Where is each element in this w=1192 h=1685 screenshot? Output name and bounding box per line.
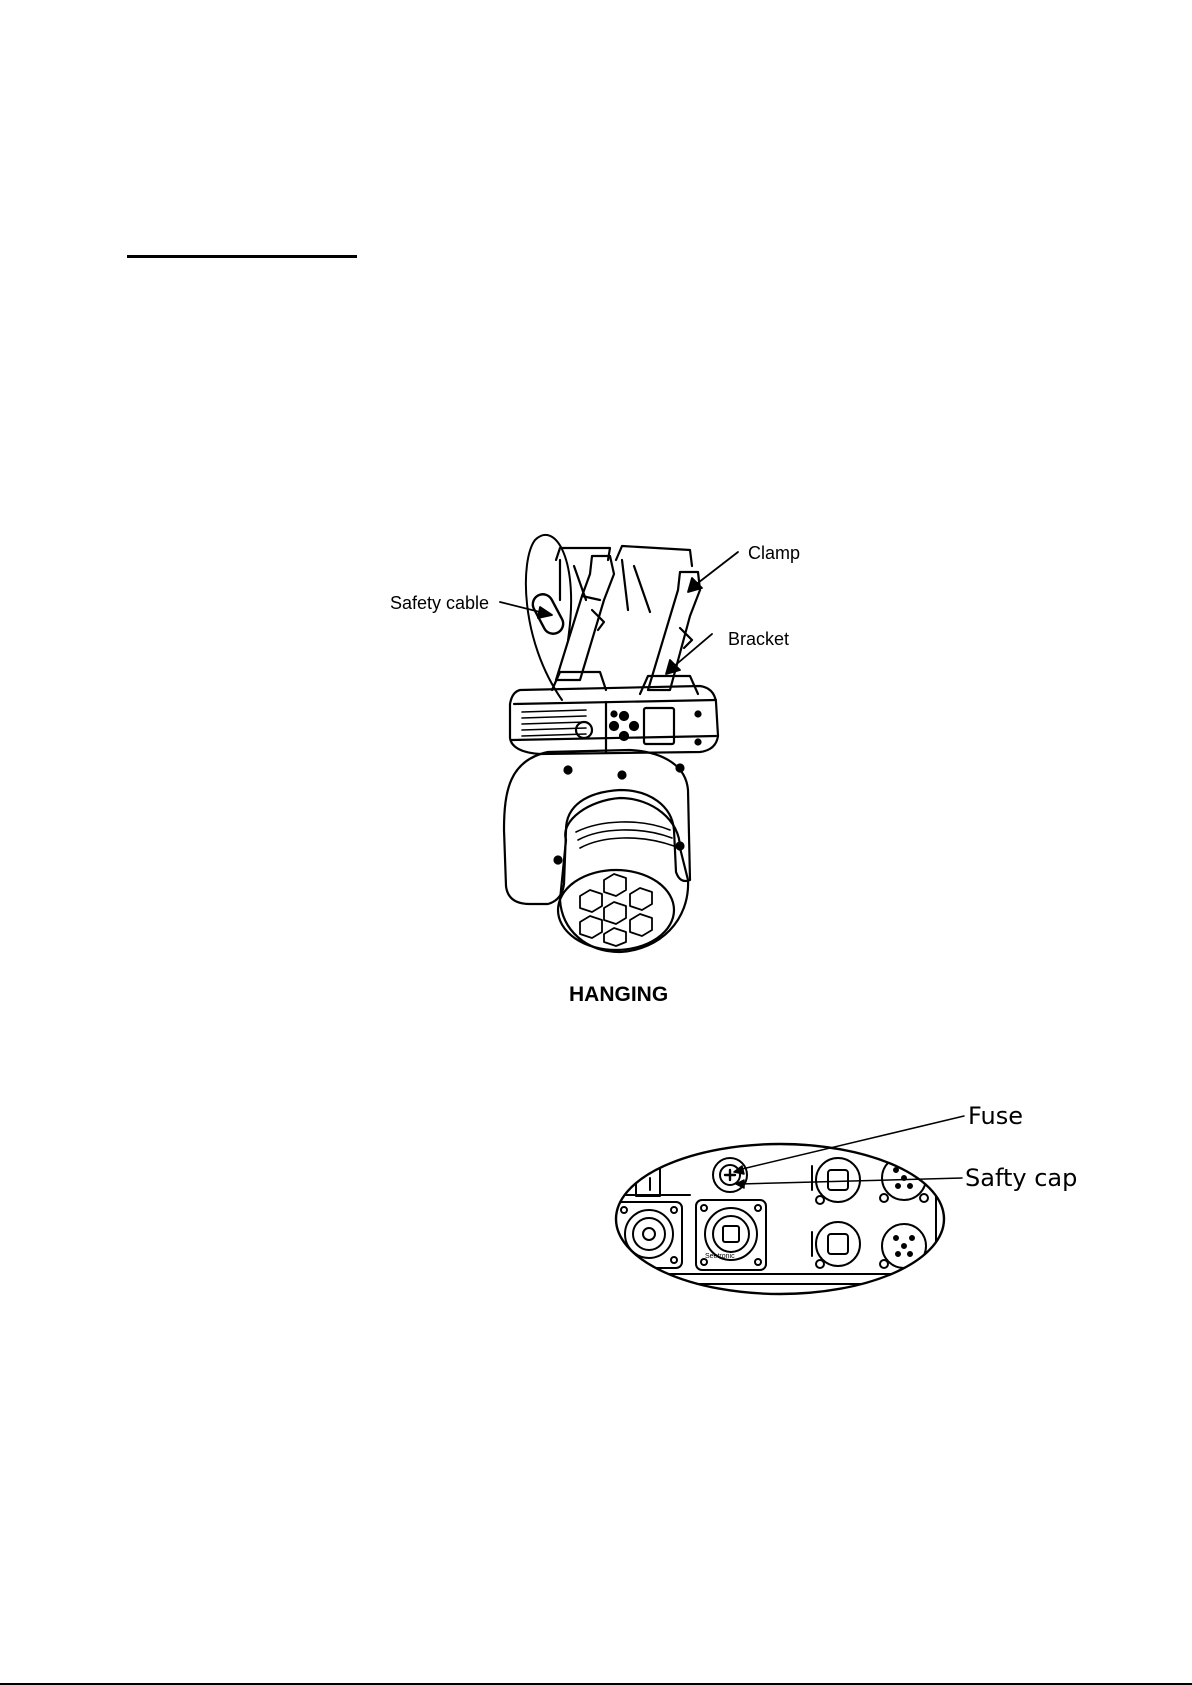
clamp-label: Clamp — [748, 543, 801, 563]
safety-cap-label: Safty cap — [965, 1164, 1078, 1192]
fuse-label: Fuse — [968, 1102, 1023, 1130]
connector-brand-label: Seetronic — [705, 1253, 735, 1260]
bracket-label: Bracket — [728, 629, 790, 649]
safety-cable-label: Safety cable — [390, 593, 490, 613]
hanging-caption: HANGING — [569, 983, 669, 1006]
